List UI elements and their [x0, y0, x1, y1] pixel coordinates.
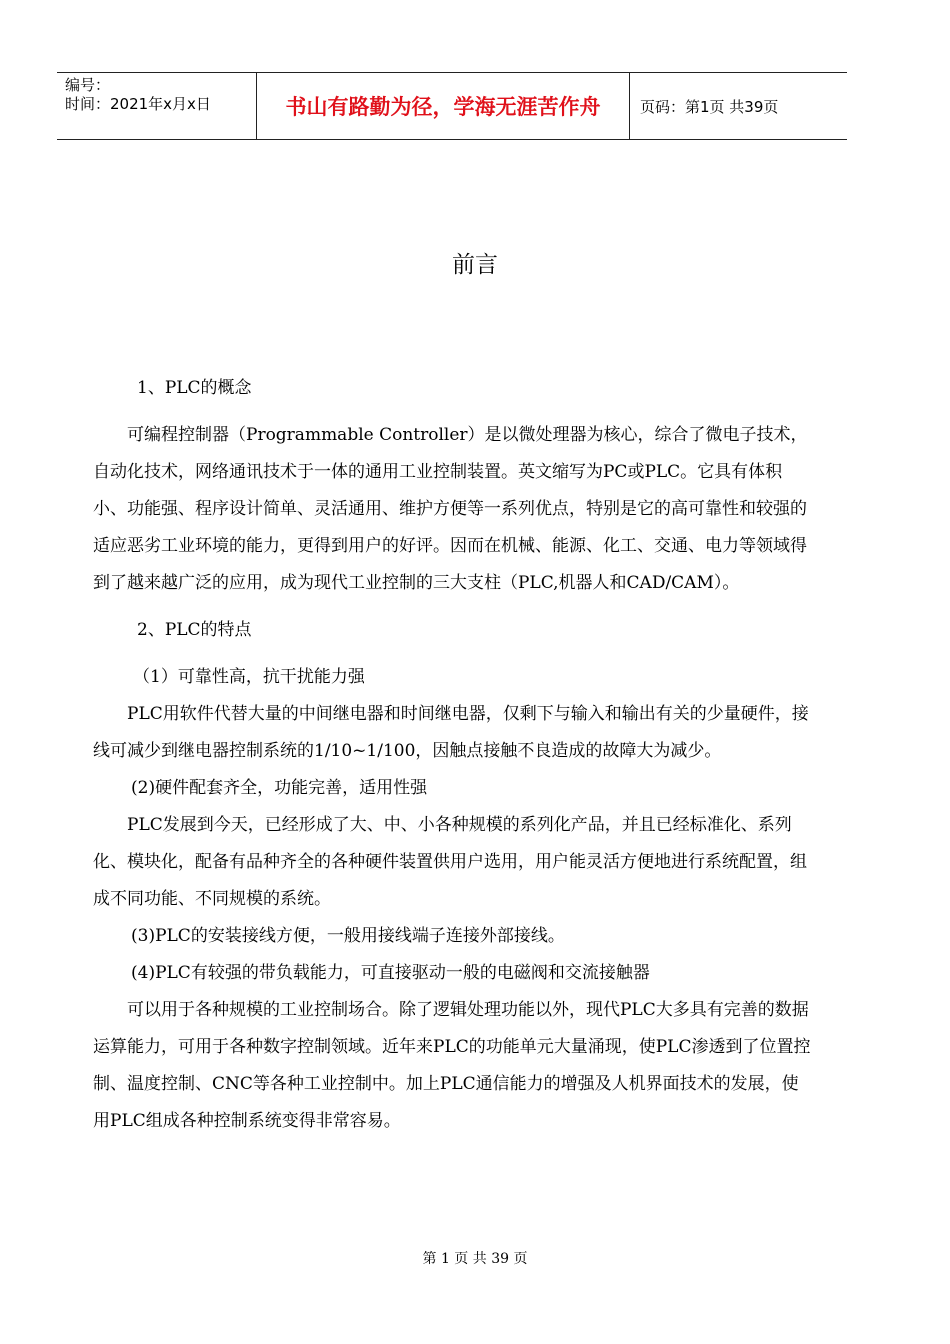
header-meta	[57, 73, 257, 139]
number-label: 编号：	[65, 76, 111, 94]
header-page-label: 页码：第1页 共39页	[640, 97, 779, 116]
page-title: 前言	[452, 252, 498, 278]
feature-1-heading: （1）可靠性高，抗干扰能力强	[133, 667, 365, 687]
time-label: 时间：2021年x月x日	[65, 95, 211, 113]
page-footer: 第 1 页 共 39 页	[422, 1251, 528, 1267]
feature-4-heading: (4)PLC有较强的带负载能力，可直接驱动一般的电磁阀和交流接触器	[131, 963, 650, 983]
section-heading-concept: 1、PLC的概念	[137, 378, 252, 398]
feature-2-paragraph: PLC发展到今天，已经形成了大、中、小各种规模的系列化产品，并且已经标准化、系列化、模块化，配备有品种齐全的各种硬件装置供用户选用，用户能灵活方便地进行系统配置，组成不同功能、不同规模的系统。	[93, 815, 807, 909]
feature-2-heading: (2)硬件配套齐全，功能完善，适用性强	[131, 778, 428, 798]
feature-3-heading: (3)PLC的安装接线方便，一般用接线端子连接外部接线。	[131, 926, 565, 946]
section-heading-features: 2、PLC的特点	[137, 620, 252, 640]
feature-1-paragraph: PLC用软件代替大量的中间继电器和时间继电器，仅剩下与输入和输出有关的少量硬件，接线可减少到继电器控制系统的1/10~1/100，因触点接触不良造成的故障大为减少。	[93, 704, 809, 761]
document-body	[93, 370, 813, 1140]
paragraph-concept: 可编程控制器（Programmable Controller）是以微处理器为核心，综合了微电子技术，自动化技术，网络通讯技术于一体的通用工业控制装置。英文缩写为PC或PLC。它具有体积小、功能强、程序设计简单、灵活通用、维护方便等一系列优点，特别是它的高可靠性和较强的适应恶劣工业环境的能力，更得到用户的好评。因而在机械、能源、化工、交通、电力等领域得到了越来越广泛的应用，成为现代工业控制的三大支柱（PLC,机器人和CAD/CAM）。	[93, 425, 808, 593]
document-header	[57, 72, 847, 140]
feature-4-paragraph: 可以用于各种规模的工业控制场合。除了逻辑处理功能以外，现代PLC大多具有完善的数据运算能力，可用于各种数字控制领域。近年来PLC的功能单元大量涌现，使PLC渗透到了位置控制、温度控制、CNC等各种工业控制中。加上PLC通信能力的增强及人机界面技术的发展，使用PLC组成各种控制系统变得非常容易。	[93, 1000, 811, 1131]
header-motto: 书山有路勤为径，学海无涯苦作舟	[257, 73, 630, 139]
